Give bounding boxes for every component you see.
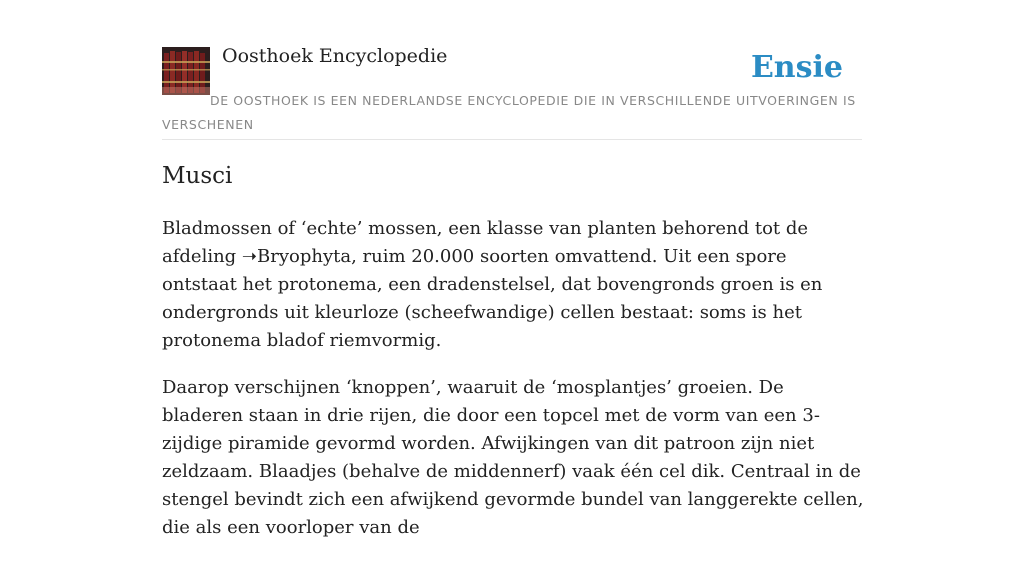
- site-tagline: DE OOSTHOEK IS EEN NEDERLANDSE ENCYCLOPEDIE DIE IN VERSCHILLENDE UITVOERINGEN IS VERSCHENEN: [162, 93, 856, 132]
- article-paragraph: Bladmossen of ‘echte’ mossen, een klasse van planten behorend tot de afdeling ➝Bryophyta, ruim 20.000 soorten omvattend. Uit een spore ontstaat het protonema, een dradenstelsel, dat bovengronds groen is en ondergronds uit kleurloze (scheefwandige) cellen bestaat: soms is het protonema bladof riemvormig.: [162, 218, 823, 351]
- article-body: [162, 215, 866, 561]
- site-name[interactable]: Oosthoek Encyclopedie: [222, 45, 448, 67]
- avatar[interactable]: [162, 47, 210, 95]
- header-divider: [162, 139, 862, 140]
- book-spines-icon: [162, 47, 210, 95]
- article-paragraph: Daarop verschijnen ‘knoppen’, waaruit de ‘mosplantjes’ groeien. De bladeren staan in drie rijen, die door een topcel met de vorm van een 3-zijdige piramide gevormd worden. Afwijkingen van dit patroon zijn niet zeldzaam. Blaadjes (behalve de middennerf) vaak één cel dik. Centraal in de stengel bevindt zich een afwijkend gevormde bundel van langgerekte cellen, die als een voorloper van de: [162, 377, 864, 538]
- article-title: Musci: [162, 163, 233, 189]
- brand-logo[interactable]: Ensie: [750, 50, 843, 85]
